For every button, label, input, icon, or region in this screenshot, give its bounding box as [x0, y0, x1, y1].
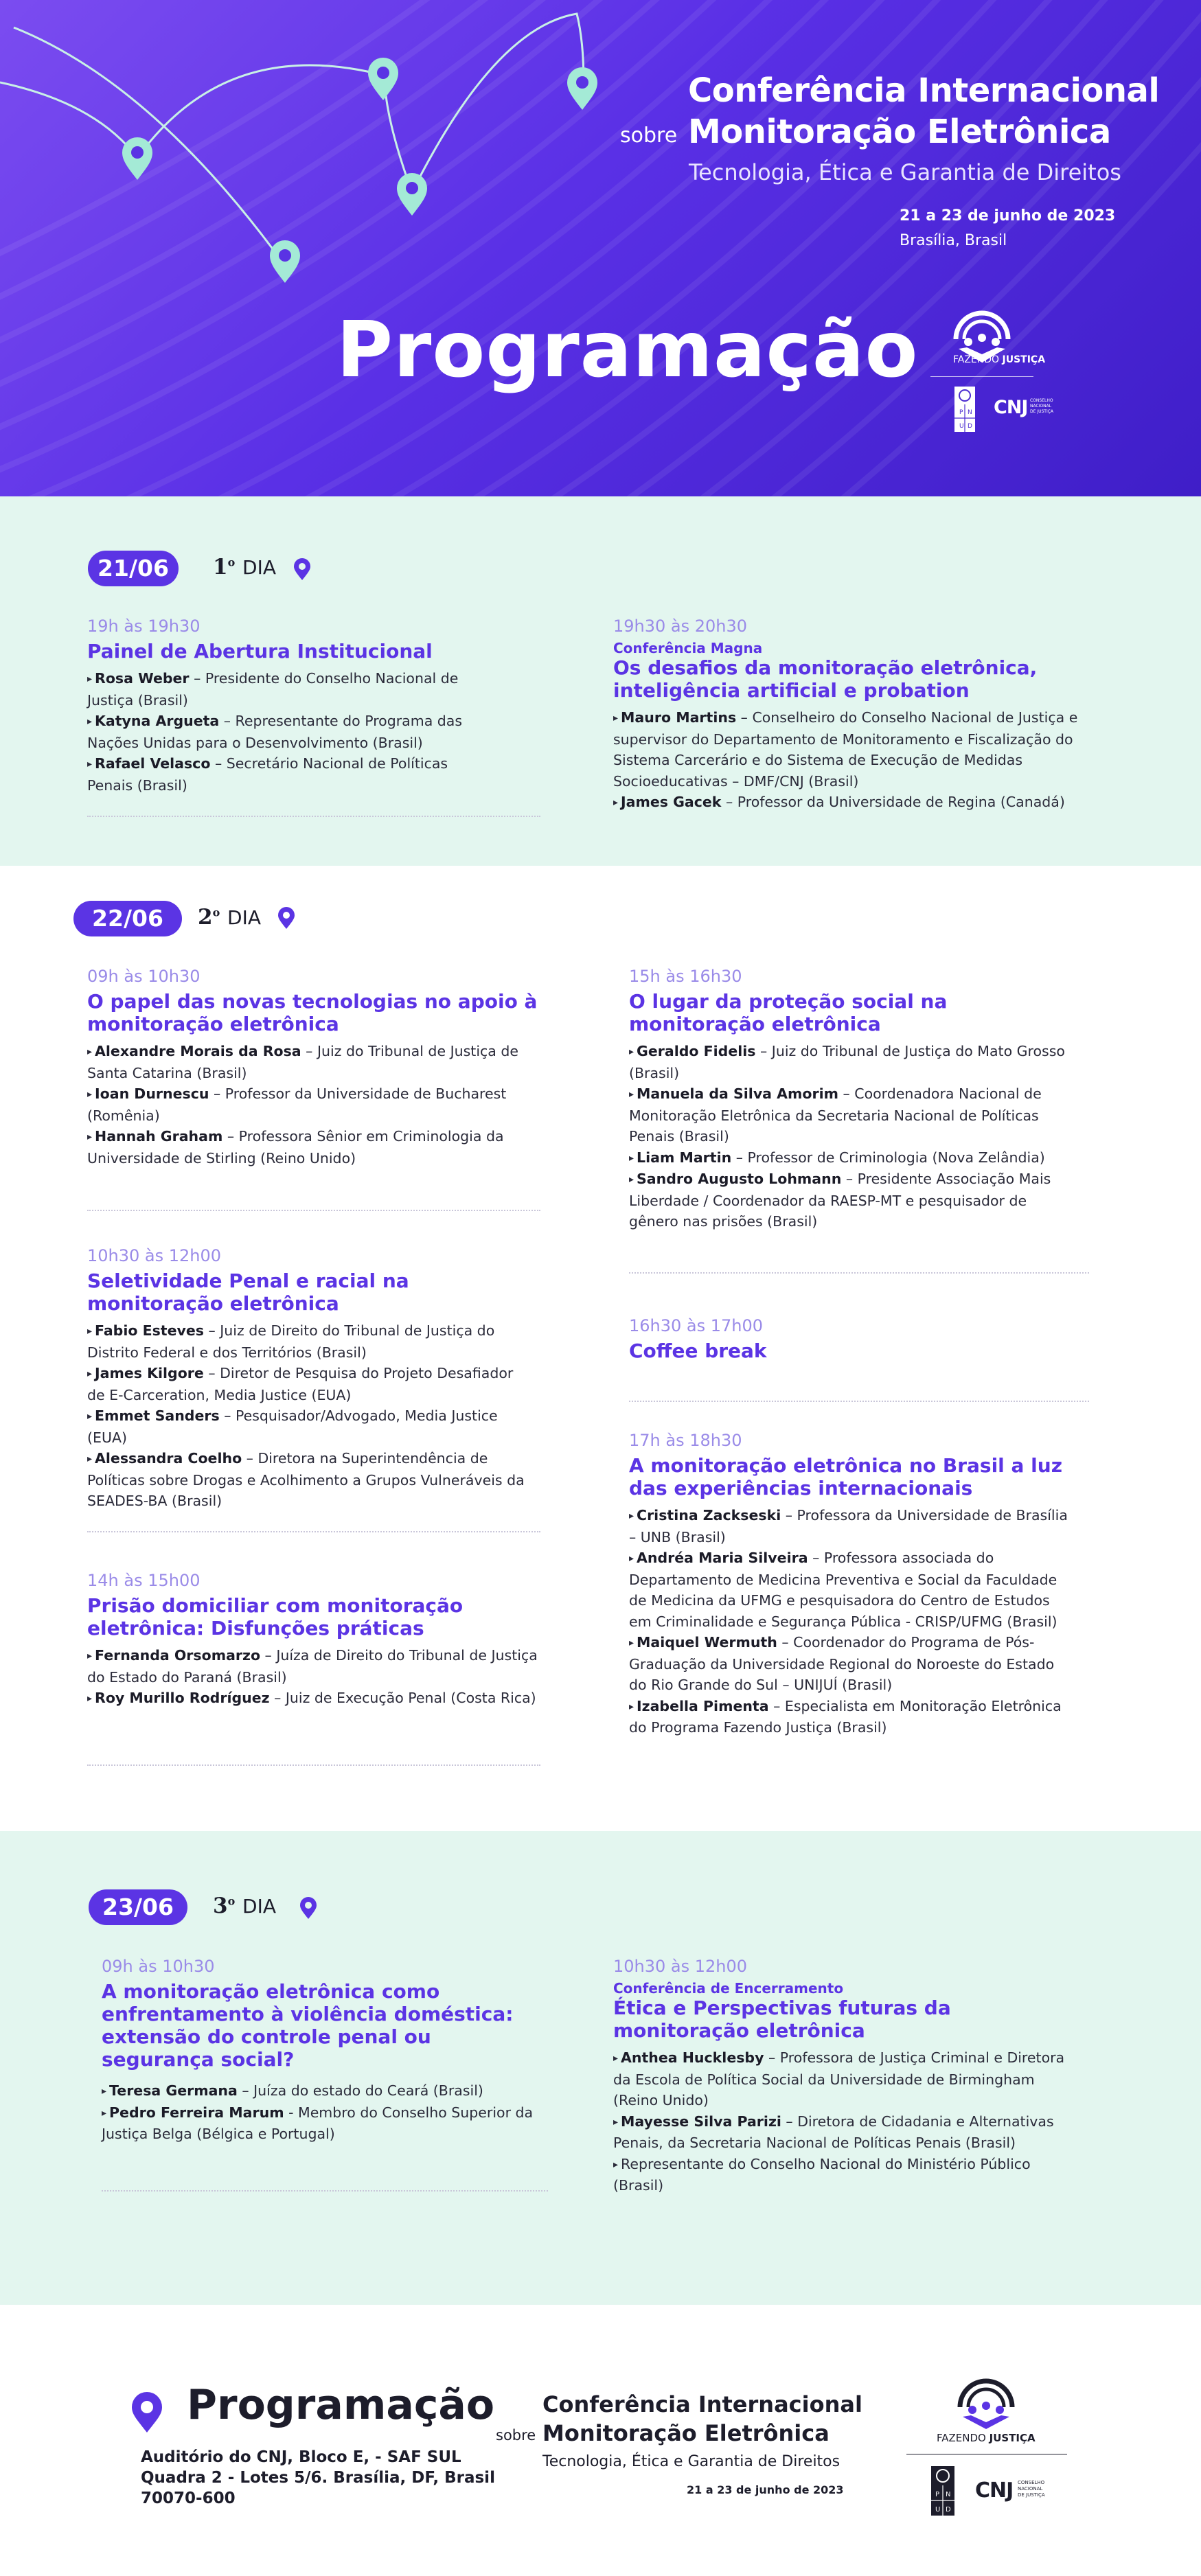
svg-text:N: N [968, 409, 972, 416]
session-title: A monitoração eletrônica no Brasil a luz das experiências internacionais [629, 1454, 1062, 1499]
speaker-item: ▸ Ioan Durnescu – Professor da Universidade de Bucharest (Romênia) [87, 1085, 507, 1124]
session-kicker: Conferência de Encerramento [613, 1980, 844, 1997]
fazendo-justica-label: FAZENDO JUSTIÇA [937, 2432, 1036, 2444]
session-slot [87, 1571, 540, 1710]
conference-city: Brasília, Brasil [900, 232, 1007, 249]
svg-text:P: P [959, 409, 963, 416]
session-title: Ética e Perspectivas futuras da monitoração eletrônica [613, 1997, 951, 2042]
logo-divider [930, 376, 1033, 377]
footer-address: Auditório do CNJ, Bloco E, - SAF SUL Quadra 2 - Lotes 5/6. Brasília, DF, Brasil 70070-600 [141, 2448, 495, 2507]
speaker-item: ▸ James Kilgore – Diretor de Pesquisa do Projeto Desafiador de E-Carceration, Media Justice (EUA) [87, 1365, 514, 1403]
session-time: 09h às 10h30 [87, 967, 201, 986]
speaker-item: ▸ Manuela da Silva Amorim – Coordenadora Nacional de Monitoração Eletrônica da Secretaria Nacional de Políticas Penais (Brasil) [629, 1085, 1042, 1145]
session-title: O papel das novas tecnologias no apoio à monitoração eletrônica [87, 990, 538, 1035]
day-label: 1$^o$ DIA [213, 555, 277, 579]
session-time: 14h às 15h00 [87, 1571, 201, 1590]
day-date-pill: 22/06 [73, 901, 182, 936]
speaker-item: ▸ Hannah Graham – Professora Sênior em Criminologia da Universidade de Stirling (Reino Unido) [87, 1128, 504, 1166]
speaker-item: ▸ Mauro Martins – Conselheiro do Conselho Nacional de Justiça e supervisor do Departamento de Monitoramento e Fiscalização do Sistema Carcerário e do Sistema de Execução de Medidas Socioeducativas – DMF/CNJ (Brasil) [613, 709, 1078, 790]
conference-title-line2: Monitoração Eletrônica [688, 113, 1111, 151]
speaker-item: ▸ Maiquel Wermuth – Coordenador do Programa de Pós-Graduação da Universidade Regional do Noroeste do Estado do Rio Grande do Sul – UNIJUÍ (Brasil) [629, 1634, 1055, 1693]
hero-banner [0, 0, 1201, 496]
speaker-item: ▸ Rosa Weber – Presidente do Conselho Nacional de Justiça (Brasil) [87, 670, 459, 709]
conference-subtitle: Tecnologia, Ética e Garantia de Direitos [689, 159, 1121, 185]
footer-conference-sobre: sobre [496, 2427, 536, 2443]
session-slot [613, 617, 1108, 814]
session-slot [629, 1316, 1075, 1368]
day-date-pill: 21/06 [88, 551, 179, 586]
speaker-item: ▸ Emmet Sanders – Pesquisador/Advogado, Media Justice (EUA) [87, 1407, 498, 1446]
session-title: Os desafios da monitoração eletrônica, inteligência artificial e probation [613, 656, 1038, 702]
speaker-item: ▸ James Gacek – Professor da Universidade de Regina (Canadá) [613, 794, 1065, 810]
session-slot [102, 1957, 548, 2145]
map-pin-icon [277, 906, 296, 930]
svg-text:D: D [968, 423, 972, 430]
speaker-item: ▸ Sandro Augusto Lohmann – Presidente Associação Mais Liberdade / Coordenador da RAESP-MT e pesquisador de gênero nas prisões (Brasil) [629, 1171, 1051, 1230]
conference-dates: 21 a 23 de junho de 2023 [900, 207, 1116, 225]
dotted-divider [102, 2190, 548, 2192]
footer-conference-line1: Conferência Internacional [542, 2391, 862, 2417]
session-title: O lugar da proteção social na monitoração eletrônica [629, 990, 948, 1035]
session-title: Painel de Abertura Institucional [87, 640, 433, 663]
footer-dates: 21 a 23 de junho de 2023 [687, 2483, 844, 2496]
session-kicker: Conferência Magna [613, 640, 763, 656]
svg-text:N: N [946, 2491, 951, 2498]
session-slot [87, 617, 485, 796]
speaker-item: ▸ Fabio Esteves – Juiz de Direito do Tribunal de Justiça do Distrito Federal e dos Territórios (Brasil) [87, 1322, 495, 1361]
svg-text:P: P [935, 2491, 940, 2498]
speaker-item: ▸ Rafael Velasco – Secretário Nacional de Políticas Penais (Brasil) [87, 755, 448, 794]
fazendo-justica-label: FAZENDO JUSTIÇA [953, 354, 1046, 365]
session-title: Prisão domiciliar com monitoração eletrônica: Disfunções práticas [87, 1594, 464, 1640]
dotted-divider [87, 816, 540, 817]
speaker-item: ▸ Izabella Pimenta – Especialista em Monitoração Eletrônica do Programa Fazendo Justiça (Brasil) [629, 1697, 1062, 1736]
speaker-item: ▸ Alexandre Morais da Rosa – Juiz do Tribunal de Justiça de Santa Catarina (Brasil) [87, 1043, 518, 1081]
session-time: 09h às 10h30 [102, 1957, 215, 1976]
conference-title-line1: Conferência Internacional [688, 71, 1160, 110]
session-title: A monitoração eletrônica como enfrentamento à violência doméstica: extensão do controle penal ou segurança social? [102, 1980, 514, 2071]
cnj-logo-subtitle: CONSELHO NACIONAL DE JUSTIÇA [1030, 398, 1054, 414]
dotted-divider [629, 1272, 1089, 1274]
fazendo-justica-logo [953, 2378, 1019, 2430]
speaker-item: ▸ Cristina Zackseski – Professora da Universidade de Brasília – UNB (Brasil) [629, 1507, 1068, 1545]
footer-conference-subtitle: Tecnologia, Ética e Garantia de Direitos [542, 2453, 840, 2470]
speaker-item: ▸ Alessandra Coelho – Diretora na Superintendência de Políticas sobre Drogas e Acolhimento a Grupos Vulneráveis da SEADES-BA (Brasil) [87, 1450, 525, 1509]
day-label: 2$^o$ DIA [198, 905, 262, 930]
speaker-item: ▸ Liam Martin – Professor de Criminologia (Nova Zelândia) [629, 1149, 1045, 1166]
map-pin-icon [299, 1896, 318, 1920]
dotted-divider [87, 1210, 540, 1211]
session-slot [87, 1246, 527, 1512]
day-label: 3$^o$ DIA [213, 1894, 277, 1918]
session-slot [613, 1957, 1080, 2196]
conference-sobre: sobre [620, 124, 678, 148]
svg-text:D: D [946, 2506, 951, 2514]
session-title: Seletividade Penal e racial na monitoração eletrônica [87, 1269, 409, 1315]
cnj-logo: CNJ [975, 2479, 1014, 2503]
speaker-item: ▸ Representante do Conselho Nacional do Ministério Público (Brasil) [613, 2155, 1031, 2194]
cnj-logo-subtitle: CONSELHO NACIONAL DE JUSTIÇA [1018, 2480, 1045, 2498]
session-slot [87, 967, 540, 1169]
dotted-divider [629, 1401, 1089, 1402]
session-time: 16h30 às 17h00 [629, 1316, 764, 1335]
speaker-item: ▸ Katyna Argueta – Representante do Programa das Nações Unidas para o Desenvolvimento (Brasil) [87, 713, 463, 751]
speaker-item: ▸ Anthea Hucklesby – Professora de Justiça Criminal e Diretora da Escola de Política Social da Universidade de Birmingham (Reino Unido) [613, 2049, 1065, 2108]
speaker-item: ▸ Mayesse Silva Parizi – Diretora de Cidadania e Alternativas Penais, da Secretaria Nacional de Políticas Penais (Brasil) [613, 2113, 1054, 2151]
speaker-item: ▸ Pedro Ferreira Marum - Membro do Conselho Superior da Justiça Belga (Bélgica e Portugal) [102, 2104, 534, 2142]
speaker-item: ▸ Geraldo Fidelis – Juiz do Tribunal de Justiça do Mato Grosso (Brasil) [629, 1043, 1065, 1081]
session-time: 19h às 19h30 [87, 617, 201, 636]
pnud-logo [931, 2466, 954, 2516]
pnud-logo [954, 387, 975, 432]
speaker-item: ▸ Andréa Maria Silveira – Professora associada do Departamento de Medicina Preventiva e Social da Faculdade de Medicina da UFMG e pesquisadora do Centro de Estudos em Criminalidade e Segurança Pública - CRISP/UFMG (Brasil) [629, 1550, 1057, 1630]
session-title: Coffee break [629, 1339, 767, 1362]
session-time: 19h30 às 20h30 [613, 617, 748, 636]
footer-conference-line2: Monitoração Eletrônica [542, 2420, 830, 2446]
map-pin-icon [130, 2391, 163, 2434]
cnj-logo: CNJ [994, 397, 1028, 418]
speaker-item: ▸ Fernanda Orsomarzo – Juíza de Direito do Tribunal de Justiça do Estado do Paraná (Brasil) [87, 1647, 538, 1686]
dotted-divider [87, 1531, 540, 1532]
map-pin-icon [122, 58, 597, 283]
page-title: Programação [336, 306, 919, 395]
svg-text:U: U [935, 2506, 941, 2514]
footer-title: Programação [187, 2381, 495, 2429]
session-time: 10h30 às 12h00 [87, 1246, 222, 1265]
dotted-divider [87, 1764, 540, 1766]
session-time: 17h às 18h30 [629, 1431, 742, 1450]
speaker-item: ▸ Teresa Germana – Juíza do estado do Ceará (Brasil) [102, 2082, 483, 2099]
speaker-item: ▸ Roy Murillo Rodríguez – Juiz de Execução Penal (Costa Rica) [87, 1690, 536, 1706]
svg-text:U: U [959, 423, 964, 430]
day-date-pill: 23/06 [89, 1889, 187, 1925]
session-slot [629, 967, 1075, 1232]
map-pin-icon [293, 557, 312, 581]
session-slot [629, 1431, 1075, 1738]
session-time: 15h às 16h30 [629, 967, 742, 986]
session-time: 10h30 às 12h00 [613, 1957, 748, 1976]
